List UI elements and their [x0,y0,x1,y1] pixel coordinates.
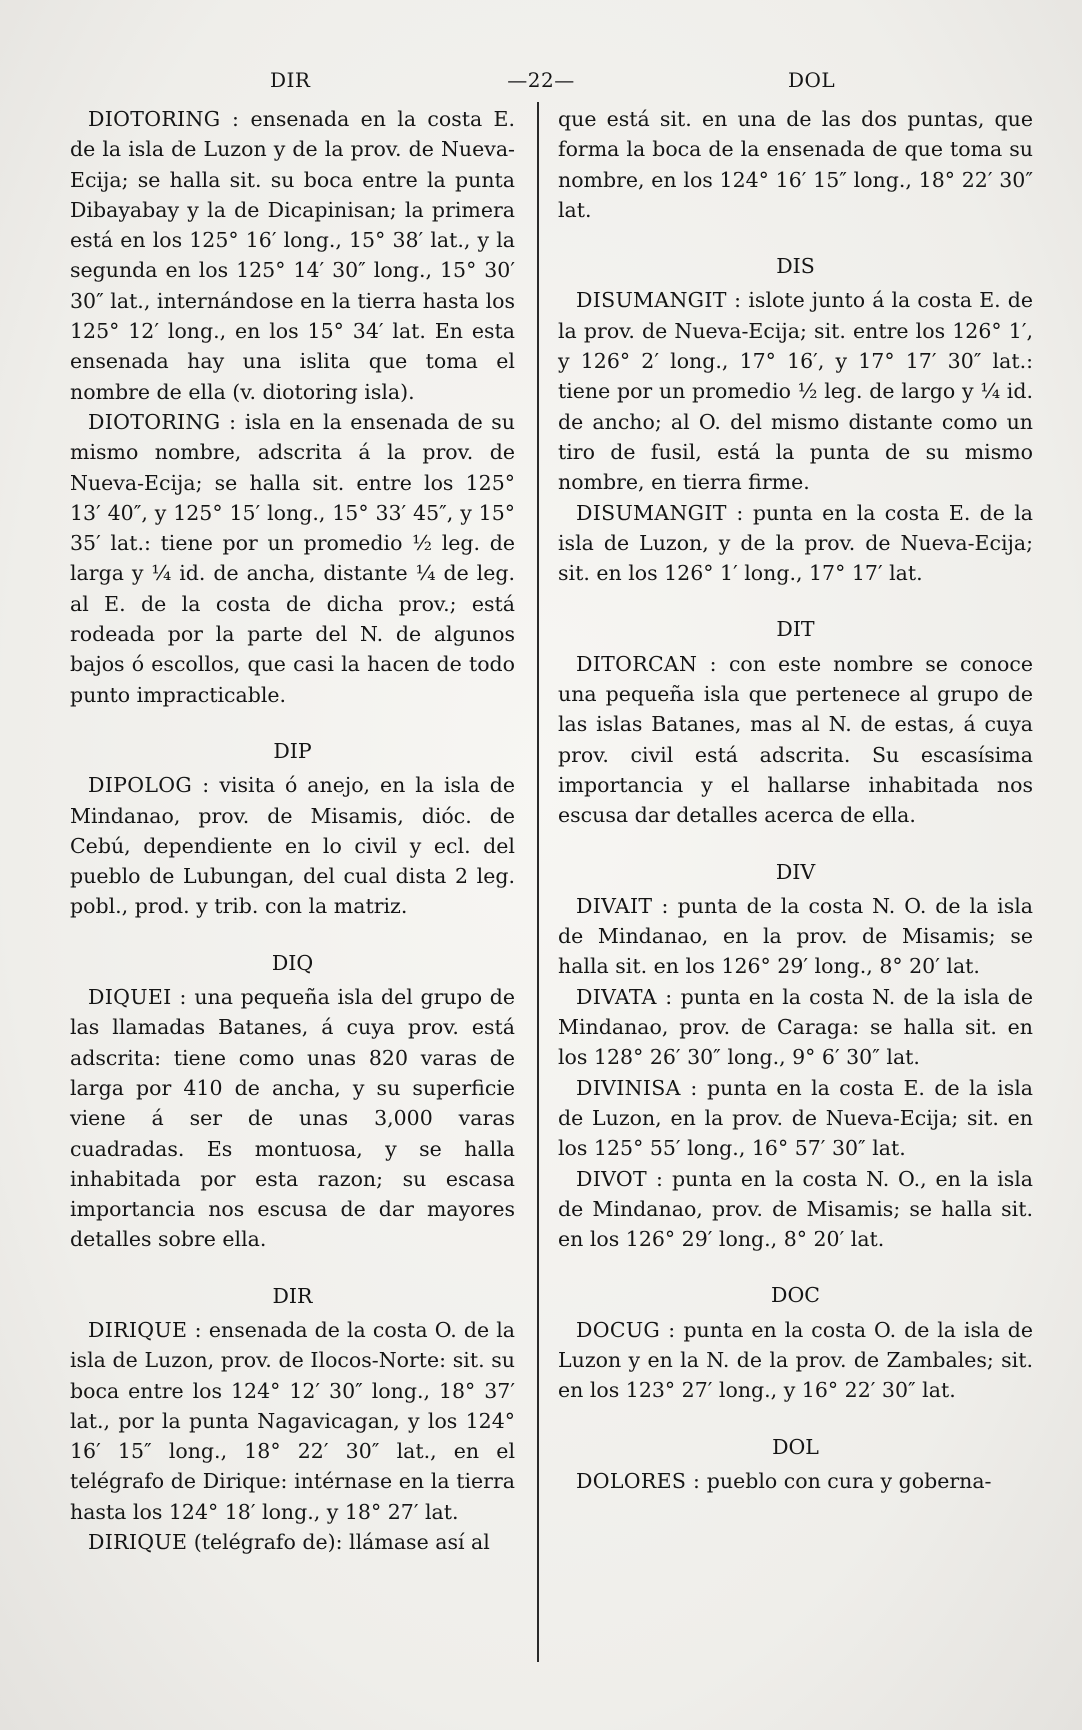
entry-text: punta en la costa E. de la isla de Luzon, y de la prov. de Nueva-Ecija; sit. en los 126° 1′ long., 17° 17′ lat. [558,500,1033,586]
entry-text: punta en la costa E. de la isla de Luzon, en la prov. de Nueva-Ecija; sit. en los 125° 55′ long., 16° 57′ 30″ lat. [558,1075,1034,1161]
section-heading: DIP [273,738,312,763]
section-heading: DIS [776,254,815,279]
gazetteer-entry [558,285,1033,497]
gazetteer-entry [558,1315,1033,1406]
page-number: —22— [507,68,575,92]
entry-text: (telégrafo de): llámase así al [187,1530,490,1555]
entry-text: isla en la ensenada de su mismo nombre, adscrita á la prov. de Nueva-Ecija; se halla sit. entre los 125° 13′ 40″, y 125° 15′ long., 15° 33′ 45″, y 15° 35′ lat.: tiene por un promedio ½ leg. de larga y ¼ id. de ancha, distante ¼ de leg. al E. de la costa de dicha prov.; está rodeada por la parte del N. de algunos bajos ó escollos, que casi la hacen de todo punto impracticable. [70,409,516,707]
section-heading: DOC [771,1283,820,1308]
entry-headword: DIPOLOG : [88,773,210,798]
right-column [558,104,1033,1496]
entry-text: islote junto á la costa E. de la prov. de Nueva-Ecija; sit. entre los 126° 1′, y 126° 2′ long., 17° 16′, y 17° 17′ 30″ lat.: tiene por un promedio ½ leg. de largo y ¼ id. de ancho; al O. del mismo distante como un tiro de fusil, está la punta de su mismo nombre, en tierra firme. [558,288,1033,495]
entry-headword: DIQUEI : [88,985,187,1010]
entry-headword: DISUMANGIT : [576,500,744,525]
section-heading: DIT [776,617,815,642]
entry-headword: DIVATA : [576,984,673,1009]
section-spacer [70,710,515,732]
entry-headword: DIVAIT : [576,893,669,918]
section-spacer [70,1255,515,1277]
gazetteer-entry [70,770,515,921]
section-heading: DIV [775,859,816,884]
section-spacer [558,225,1033,247]
entry-text: visita ó anejo, en la isla de Mindanao, prov. de Misamis, dióc. de Cebú, dependiente en lo civil y ecl. del pueblo de Lubungan, del cual dista 2 leg. pobl., prod. y trib. con la matriz. [70,773,515,919]
gazetteer-entry [558,498,1033,589]
entry-headword: DIVOT : [576,1166,664,1191]
entry-text: ensenada de la costa O. de la isla de Luzon, prov. de Ilocos-Norte: sit. su boca entre los 124° 12′ 30″ long., 18° 37′ lat., por la punta Nagavicagan, y los 124° 16′ 15″ long., 18° 22′ 30″ lat., en el telégrafo de Dirique: intérnase en la tierra hasta los 124° 18′ long., y 18° 27′ lat. [70,1317,515,1524]
entry-continuation: que está sit. en una de las dos puntas, que forma la boca de la ensenada de que toma su nombre, en los 124° 16′ 15″ long., 18° 22′ 30″ lat. [558,107,1033,222]
gazetteer-entry [70,104,515,407]
gazetteer-entry [558,982,1033,1073]
section-spacer [558,1406,1033,1428]
entry-headword: DIRIQUE [88,1530,188,1555]
running-header-right: DOL [788,68,836,92]
entry-text: con este nombre se conoce una pequeña isla que pertenece al grupo de las islas Batanes, mas al N. de estas, á cuya prov. civil está adscrita. Su escasísima importancia y el hallarse inhabitada nos escusa dar detalles acerca de ella. [558,651,1033,828]
gazetteer-entry [70,982,515,1255]
gazetteer-entry [70,1315,515,1527]
entry-headword: DISUMANGIT : [576,288,742,313]
entry-headword: DOCUG : [576,1317,676,1342]
entry-text: ensenada en la costa E. de la isla de Luzon y de la prov. de Nueva-Ecija; se halla sit. su boca entre la punta Dibayabay y la de Dicapinisan; la primera está en los 125° 16′ long., 15° 38′ lat., y la segunda en los 125° 14′ 30″ long., 15° 30′ 30″ lat., internándose en la tierra hasta los 125° 12′ long., en los 15° 34′ lat. En esta ensenada hay una islita que toma el nombre de ella (v. diotoring isla). [70,107,515,404]
gazetteer-entry [70,407,515,710]
entry-text: punta en la costa N. O., en la isla de Mindanao, prov. de Misamis; se halla sit. en los 126° 29′ long., 8° 20′ lat. [558,1166,1033,1252]
entry-headword: DIRIQUE : [88,1317,202,1342]
section-spacer [558,1254,1033,1276]
entry-headword: DIOTORING : [88,409,237,434]
entry-text: pueblo con cura y goberna- [700,1468,992,1493]
section-heading: DIQ [271,950,314,975]
entry-headword: DIVINISA : [576,1075,698,1100]
gazetteer-entry [558,1466,1033,1496]
column-divider [537,102,539,1662]
gazetteer-entry [558,649,1033,831]
section-spacer [558,831,1033,853]
entry-headword: DITORCAN : [576,651,717,676]
gazetteer-entry [558,891,1033,982]
section-spacer [70,922,515,944]
running-header-left: DIR [270,68,311,92]
gazetteer-entry [70,1527,515,1557]
entry-headword: DIOTORING : [88,107,240,131]
section-spacer [558,588,1033,610]
left-column [70,104,515,1557]
entry-text: punta en la costa N. de la isla de Mindanao, prov. de Caraga: se halla sit. en los 128° 26′ 30″ long., 9° 6′ 30″ lat. [558,984,1033,1070]
entry-text: punta en la costa O. de la isla de Luzon y en la N. de la prov. de Zambales; sit. en los 123° 27′ long., y 16° 22′ 30″ lat. [558,1317,1033,1403]
gazetteer-entry [558,1164,1033,1255]
section-heading: DOL [772,1434,819,1459]
section-heading: DIR [272,1283,313,1308]
entry-headword: DOLORES : [576,1468,701,1493]
entry-text: una pequeña isla del grupo de las llamadas Batanes, á cuya prov. está adscrita: tiene como unas 820 varas de larga por 410 de ancha, y su superficie viene á ser de unas 3,000 varas cuadradas. Es montuosa, y se halla inhabitada por esta razon; su escasa importancia nos escusa de dar mayores detalles sobre ella. [70,985,515,1252]
entry-text: punta de la costa N. O. de la isla de Mindanao, en la prov. de Misamis; se halla sit. en los 126° 29′ long., 8° 20′ lat. [558,893,1033,979]
gazetteer-entry [558,1073,1033,1164]
